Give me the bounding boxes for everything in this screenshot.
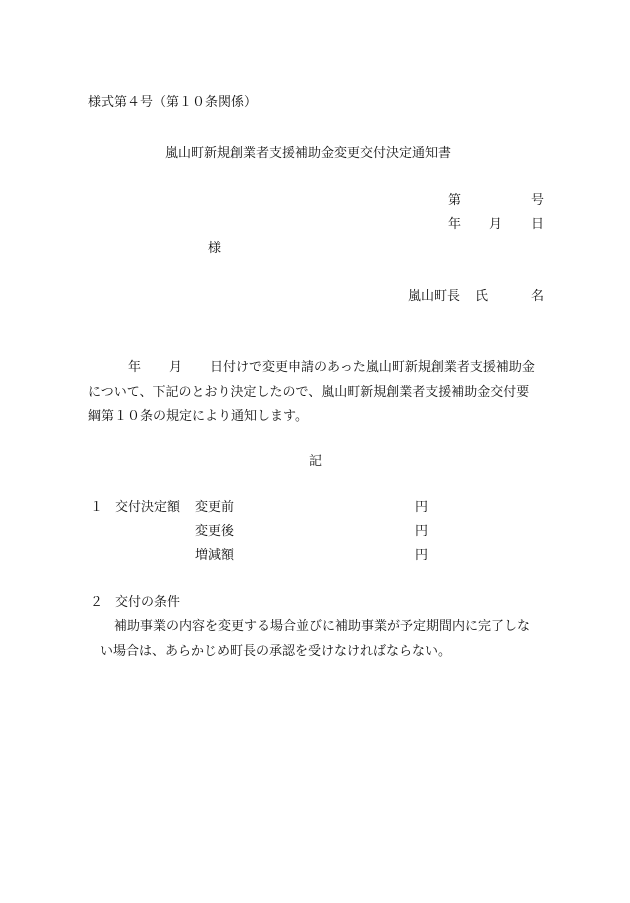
conditions-line-2: い場合は、あらかじめ町長の承認を受けなければならない。 (100, 643, 452, 659)
addressee-suffix: 様 (208, 241, 222, 256)
issuer-name-first: 氏 (475, 289, 489, 304)
ki-heading: 記 (309, 454, 323, 469)
amount-diff-label: 増減額 (195, 548, 235, 563)
date-day: 日 (531, 217, 545, 232)
number-prefix: 第 (448, 193, 462, 208)
amount-before-label: 変更前 (195, 500, 235, 515)
body-line-1-rest: 日付けで変更申請のあった嵐山町新規創業者支援補助金 (210, 360, 535, 375)
body-line-3: 綱第１０条の規定により通知します。 (88, 409, 308, 424)
item-2-number: ２ (90, 595, 104, 610)
issuer-name-last: 名 (531, 289, 545, 304)
form-number: 様式第４号（第１０条関係） (88, 95, 258, 110)
number-suffix: 号 (531, 193, 545, 208)
item-1-number: １ (90, 500, 104, 515)
item-2-label: 交付の条件 (115, 595, 181, 610)
conditions-line-1: 補助事業の内容を変更する場合並びに補助事業が予定期間内に完了しな (114, 619, 531, 634)
conditions-text (100, 615, 560, 664)
amount-after-label: 変更後 (195, 524, 235, 539)
body-year: 年 (128, 360, 142, 375)
document-title: 嵐山町新規創業者支援補助金変更交付決定通知書 (165, 146, 452, 161)
notice-body (88, 356, 558, 430)
item-1-label: 交付決定額 (115, 500, 181, 515)
amount-before-unit: 円 (415, 500, 429, 515)
body-line-1 (88, 356, 558, 381)
date-year: 年 (448, 217, 462, 232)
date-month: 月 (489, 217, 503, 232)
amount-after-unit: 円 (415, 524, 429, 539)
body-month: 月 (169, 360, 183, 375)
amount-diff-unit: 円 (415, 548, 429, 563)
issuer-title: 嵐山町長 (408, 289, 461, 304)
body-line-2: について、下記のとおり決定したので、嵐山町新規創業者支援補助金交付要 (88, 384, 530, 400)
